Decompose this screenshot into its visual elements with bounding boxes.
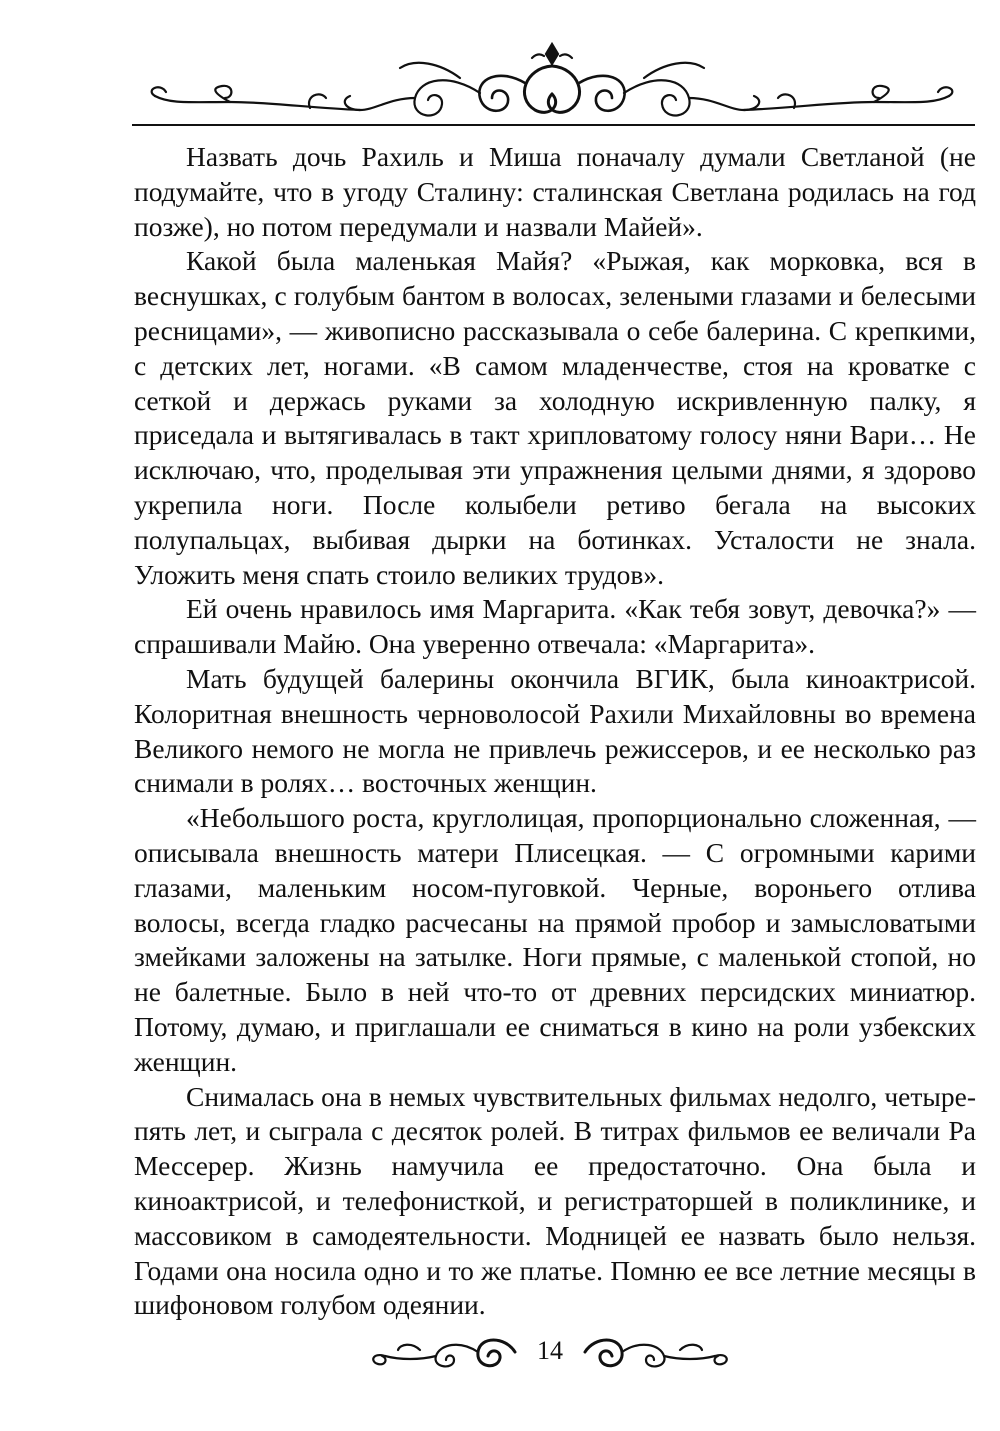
header-scroll-ornament-icon	[130, 38, 975, 128]
paragraph-5: «Небольшого роста, круглолицая, пропорционально сложенная, — описывала внешность матери Плисецкая. — С огромными карими глазами, маленьким носом-пуговкой. Черные, вороньего отлива волосы, всегда гладко расчесаны на прямой пробор и замысловатыми змейками заложены на затылке. Ноги прямые, с маленькой стопой, но не балетные. Было в ней что-то от древних персидских миниатюр. Потому, думаю, и приглашали ее сниматься в кино на роли узбекских женщин.	[134, 802, 976, 1077]
header-rule	[132, 124, 975, 126]
page-footer	[360, 1328, 740, 1378]
paragraph-2: Какой была маленькая Майя? «Рыжая, как морковка, вся в веснушках, с голубым бантом в волосах, зелеными глазами и белесыми ресницами», — живописно рассказывала о себе балерина. С крепкими, с детских лет, ногами. «В самом младенчестве, стоя на кроватке с сеткой и держась руками за холодную искривленную палку, я приседала и вытягивалась в такт хрипловатому голосу няни Вари… Не исключаю, что, проделывая эти упражнения целыми днями, я здорово укрепила ноги. После колыбели ретиво бегала на высоких полупальцах, выбивая дырки на ботинках. Усталости не знала. Уложить меня спать стоило великих трудов».	[134, 245, 976, 590]
paragraph-6: Снималась она в немых чувствительных фильмах недолго, четыре-пять лет, и сыграла с десяток ролей. В титрах фильмов ее величали Ра Мессерер. Жизнь намучила ее предостаточно. Она была и киноактрисой, и телефонисткой, и регистраторшей в поликлинике, и массовиком в самодеятельности. Модницей ее назвать было нельзя. Годами она носила одно и то же платье. Помню ее все летние месяцы в шифоновом голубом одеянии.	[134, 1080, 976, 1321]
footer-right-flourish-icon	[580, 1330, 740, 1374]
page-body-text	[134, 140, 976, 1323]
paragraph-1: Назвать дочь Рахиль и Миша поначалу думали Светланой (не подумайте, что в угоду Сталину: сталинская Светлана родилась на год позже), но потом передумали и назвали Майей».	[134, 141, 976, 242]
paragraph-4: Мать будущей балерины окончила ВГИК, была киноактрисой. Колоритная внешность черноволосой Рахили Михайловны во времена Великого немого не могла не привлечь режиссеров, и ее несколько раз снимали в ролях… восточных женщин.	[134, 662, 976, 799]
page-number: 14	[537, 1336, 563, 1365]
paragraph-3: Ей очень нравилось имя Маргарита. «Как тебя зовут, девочка?» — спрашивали Майю. Она уверенно отвечала: «Маргарита».	[134, 593, 976, 660]
